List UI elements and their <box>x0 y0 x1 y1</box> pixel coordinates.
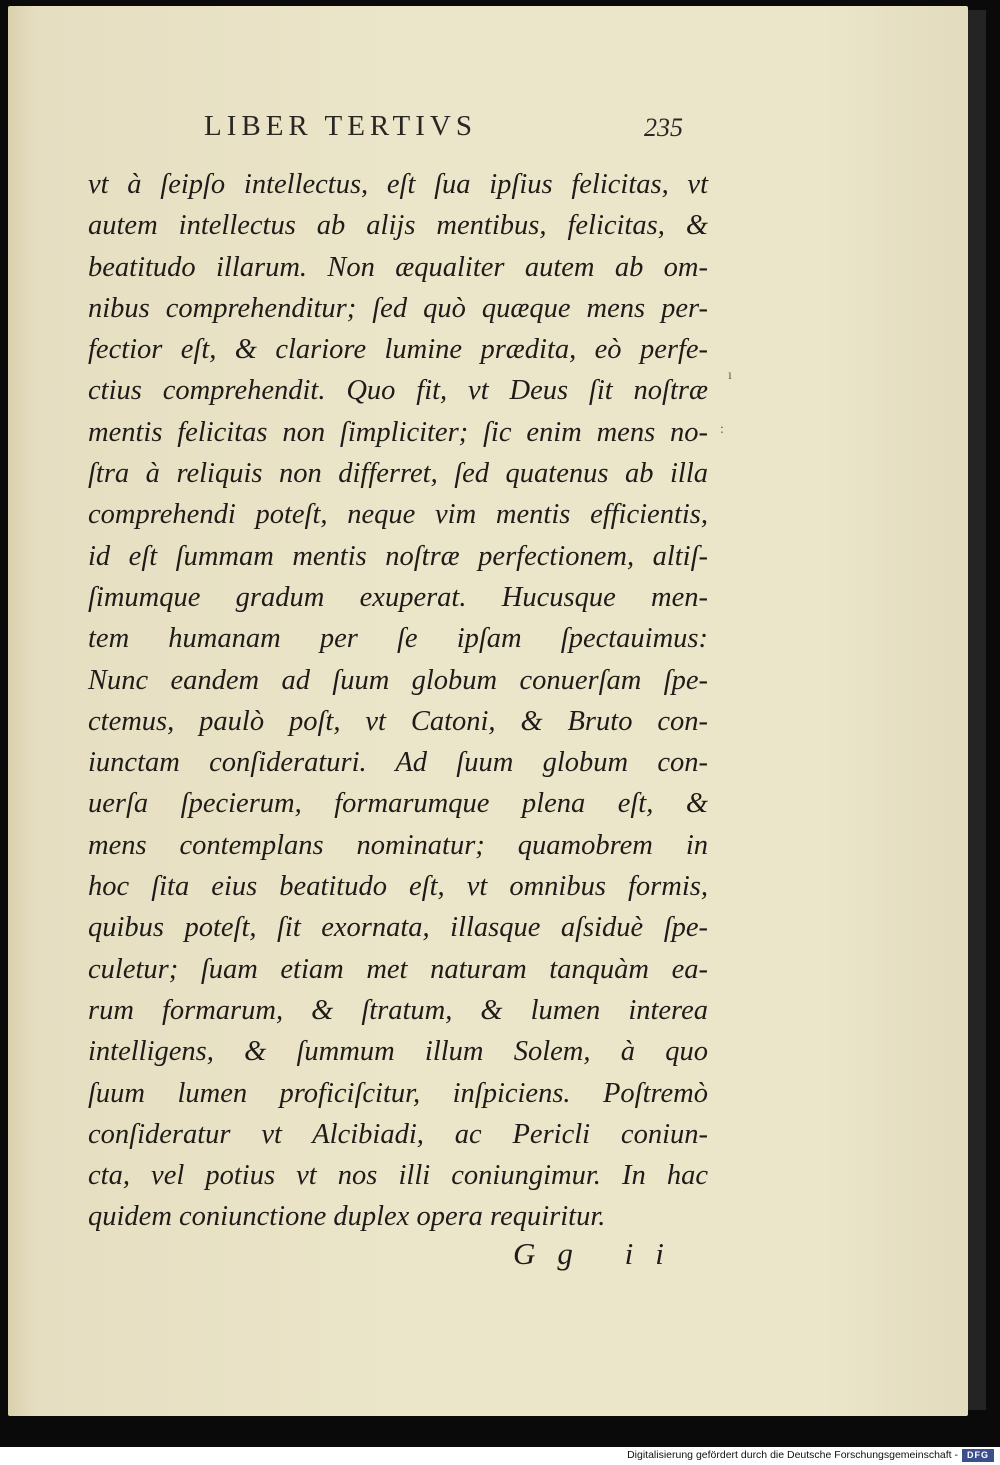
text-line: beatitudo illarum. Non æqualiter autem ab om- <box>88 251 708 283</box>
text-line: Nunc eandem ad ſuum globum conuerſam ſpe- <box>88 664 708 696</box>
text-line: rum formarum, & ſtratum, & lumen interea <box>88 994 708 1026</box>
text-line: conſideratur vt Alcibiadi, ac Pericli coniun- <box>88 1118 708 1150</box>
margin-speck: ı <box>728 368 732 383</box>
book-page <box>8 6 968 1416</box>
text-line: autem intellectus ab alijs mentibus, felicitas, & <box>88 210 708 242</box>
text-line: quibus poteſt, ſit exornata, illasque aſsiduè ſpe- <box>88 912 708 944</box>
text-line: comprehendi poteſt, neque vim mentis efficientis, <box>88 499 708 531</box>
text-line: ſimumque gradum exuperat. Hucusque men- <box>88 581 708 613</box>
funding-credit: Digitalisierung gefördert durch die Deutsche Forschungsgemeinschaft - <box>627 1449 958 1461</box>
dfg-logo: DFG <box>962 1449 994 1462</box>
margin-speck: : <box>720 422 724 437</box>
running-head <box>8 110 968 150</box>
text-line: ctius comprehendit. Quo fit, vt Deus ſit noſtræ <box>88 375 708 407</box>
text-line: cta, vel potius vt nos illi coniungimur. In hac <box>88 1160 708 1192</box>
running-title: LIBER TERTIVS <box>204 110 477 142</box>
page-edge-shadow <box>968 10 986 1410</box>
text-line: mentis felicitas non ſimpliciter; ſic enim mens no- <box>88 416 708 448</box>
digitization-footer <box>0 1447 1000 1465</box>
text-line: id eſt ſummam mentis noſtræ perfectionem, altiſ- <box>88 540 708 572</box>
text-line: ſuum lumen proficiſcitur, inſpiciens. Poſtremò <box>88 1077 708 1109</box>
text-line: ſtra à reliquis non differret, ſed quatenus ab illa <box>88 458 708 490</box>
text-line: nibus comprehenditur; ſed quò quæque mens per- <box>88 292 708 324</box>
text-line: intelligens, & ſummum illum Solem, à quo <box>88 1036 708 1068</box>
text-line: mens contemplans nominatur; quamobrem in <box>88 829 708 861</box>
signature-mark: Gg ii <box>513 1236 686 1271</box>
text-line: quidem coniunctione duplex opera requiritur. <box>88 1201 606 1233</box>
text-line: uerſa ſpecierum, formarumque plena eſt, & <box>88 788 708 820</box>
text-line: iunctam conſideraturi. Ad ſuum globum con- <box>88 747 708 779</box>
text-line: hoc ſita eius beatitudo eſt, vt omnibus formis, <box>88 871 708 903</box>
text-line: vt à ſeipſo intellectus, eſt ſua ipſius felicitas, vt <box>88 169 708 200</box>
body-text <box>88 164 708 1238</box>
page-number: 235 <box>644 113 683 142</box>
text-line: fectior eſt, & clariore lumine prædita, eò perfe- <box>88 334 708 366</box>
text-line: ctemus, paulò poſt, vt Catoni, & Bruto con- <box>88 705 708 737</box>
text-line: culetur; ſuam etiam met naturam tanquàm ea- <box>88 953 708 985</box>
text-line: tem humanam per ſe ipſam ſpectauimus: <box>88 623 708 655</box>
